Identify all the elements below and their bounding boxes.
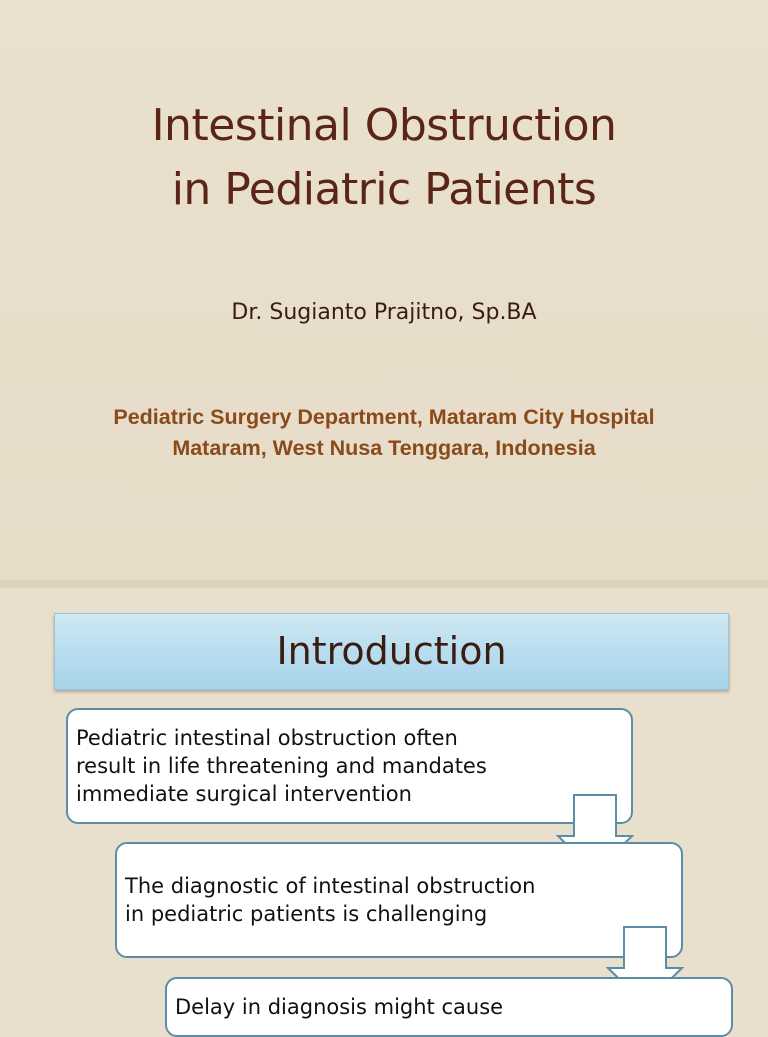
slide-title-line-1: Intestinal Obstruction — [151, 100, 617, 151]
slide-divider — [0, 580, 768, 588]
slide-title — [0, 94, 768, 222]
flow-box-1 — [66, 708, 633, 824]
flow-box-3-line: Delay in diagnosis might cause — [175, 995, 504, 1019]
department-affiliation — [0, 402, 768, 464]
introduction-slide — [0, 588, 768, 1024]
author-name: Dr. Sugianto Prajitno, Sp.BA — [231, 300, 537, 325]
flow-box-3 — [165, 977, 733, 1037]
flow-box-1-line: result in life threatening and mandates — [76, 754, 487, 778]
flow-box-2-line: in pediatric patients is challenging — [125, 902, 488, 926]
introduction-banner — [54, 613, 729, 690]
department-line-2: Mataram, West Nusa Tenggara, Indonesia — [172, 436, 596, 460]
department-line-1: Pediatric Surgery Department, Mataram City Hospital — [113, 405, 655, 429]
slide-title-line-2: in Pediatric Patients — [171, 164, 597, 215]
flow-box-2-line: The diagnostic of intestinal obstruction — [125, 874, 536, 898]
flow-box-1-line: Pediatric intestinal obstruction often — [76, 726, 458, 750]
flow-box-1-line: immediate surgical intervention — [76, 782, 412, 806]
introduction-heading: Introduction — [276, 629, 507, 673]
flow-box-2 — [115, 842, 683, 958]
